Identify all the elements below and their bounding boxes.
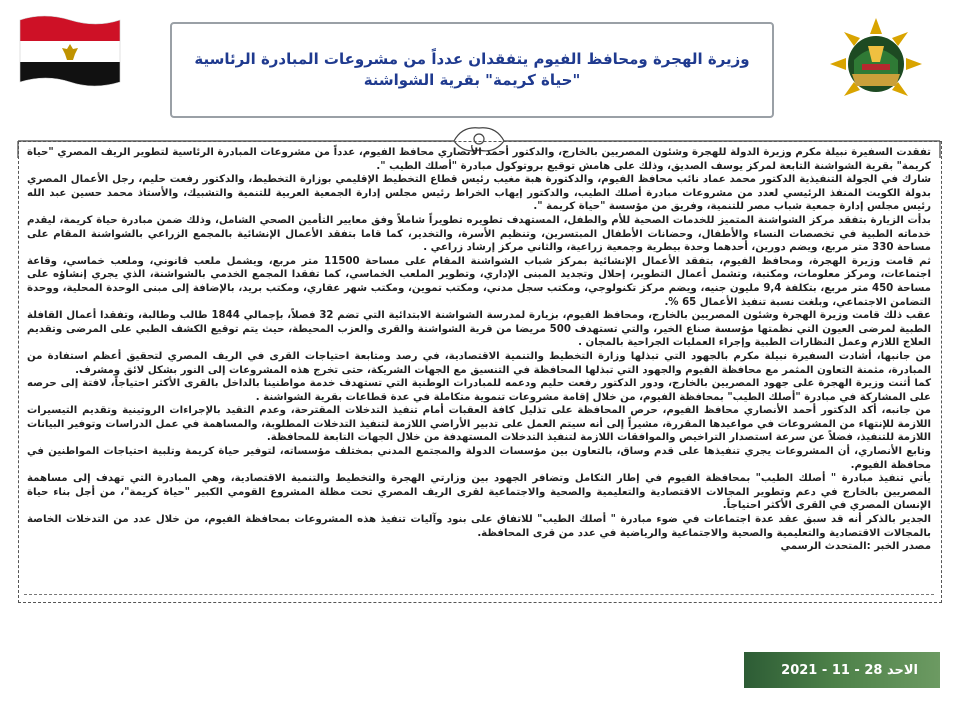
article-paragraph: يأتي تنفيذ مبادرة " أصلك الطيب" بمحافظة الفيوم في إطار التكامل وتضافر الجهود بين وزارتي الهجرة والتخطيط والتنمية الاقتصادية، وهي المبادرة التي تهدف إلى مساهمة المصريين بالخارج في دعم وتطوير المجالات الاقتصادية والتعليمية والصحية والاجتماعية لقرى الريف المصري تحت مظلة المشروع القومي الكبير "حياة كريمة"، من أجل بناء حياة الإنسان المصري في القرى الأكثر احتياجاً.: [27, 473, 931, 512]
date-text: الاحد 28 - 11 - 2021: [781, 662, 918, 678]
content-divider: [24, 594, 934, 595]
article-paragraph: الجدير بالذكر أنه قد سبق عقد عدة اجتماعات في ضوء مبادرة " أصلك الطيب" للاتفاق على بنود وآليات تنفيذ هذه المشروعات بمحافظة الفيوم، من خلال عدد من التدخلات الخاصة بالمجالات الاقتصادية والتعليمية والصحية والاجتماعية والرياضية في عدد من قرى المحافظة.: [27, 514, 931, 539]
article-body: [18, 141, 942, 603]
article-paragraph: شارك في الجولة التنفيذية الدكتور محمد عماد نائب محافظ الفيوم، والدكتورة هبة مغيب رئيس قطاع التخطيط الإقليمي بوزارة التخطيط، والدكتور رفعت حليم، رجل الأعمال المصري بدولة الكويت المنفذ الرئيسي لعدد من مشروعات مبادرة أصلك الطيب، والدكتور إيهاب الخراط رئيس مجلس إدارة الجمعية العربية للتنمية والتشبيك، والأستاذ محمد حسين عبد الله رئيس مجلس إدارة جمعية شباب مصر للتنمية، وفريق من مؤسسة "حياة كريمة ".: [27, 174, 931, 213]
article-paragraph: عقب ذلك قامت وزيرة الهجرة وشئون المصريين بالخارج، ومحافظ الفيوم، بزيارة لمدرسة الشواشنة الابتدائية التي تضم 32 فصلاً، بإجمالي 1844 طالب وطالبة، وتفقدا أعمال القافلة الطبية لمرضى العيون التي نظمتها مؤسسة صناع الخير، والتي تستهدف 500 مريضا من قرية الشواشنة والقرى والعزب المحيطة، حيث يتم توقيع الكشف الطبي على المرضى وتقديم العلاج اللازم وعمل النظارات الطبية وإجراء العمليات الجراحية بالمجان .: [27, 310, 931, 349]
article-source: مصدر الخبر :المتحدث الرسمي: [780, 541, 931, 553]
article-paragraph: كما أثنت وزيرة الهجرة على جهود المصريين بالخارج، ودور الدكتور رفعت حليم ودعمه للمبادرات الوطنية التي تستهدف خدمة مواطنينا بالداخل بالقرى الأكثر احتياجاً، لافتة إلى حرصه على المشاركة في مبادرة "أصلك الطيب" بمحافظة الفيوم، من خلال إقامة مشروعات تنموية متكاملة في عدة قطاعات بقرية الشواشنة .: [27, 378, 931, 403]
article-paragraph: بدأت الزيارة بتفقد مركز الشواشنة المتميز للخدمات الصحية للأم والطفل، المستهدف تطويره تطويراً شاملاً وفق معايير التأمين الصحي الشامل، وذلك ضمن مبادرة حياة كريمة، ليقدم خدماته الطبية في تخصصات النساء والأطفال، وحضانات الأطفال المبتسرين، وتنظيم الأسرة، والتخدير، كما قاما بتفقد الأعمال الإنشائية بالمجمع الزراعي بالشواشنة المقام على مساحة 330 متر مربع، ويضم دورين، أحدهما وحدة بيطرية وجمعية زراعية، والثاني مركز إرشاد زراعي .: [27, 214, 931, 254]
article-paragraph: من جانبها، أشادت السفيرة نبيلة مكرم بالجهود التي تبذلها وزارة التخطيط والتنمية الاقتصادية، في رصد ومتابعة احتياجات القرى في الريف المصري لتحقيق أعظم استفادة من المبادرة، مثمنة التعاون المثمر مع محافظة الفيوم والجهود التي تبذلها المحافظة في التنسيق مع الجهات الشريكة، حتى تخرج هذه المشروعات إلى النور بشكل لائق ومشرف.: [27, 350, 931, 376]
article-paragraph: من جانبه، أكد الدكتور أحمد الأنصاري محافظ الفيوم، حرص المحافظة على تذليل كافة العقبات أمام تنفيذ التدخلات المقترحة، وعدم التقيد بالإجراءات الروتينية وتقديم التيسيرات اللازمة للإنتهاء من المشروعات في مواعيدها المقررة، مشيراً إلى أنه سيتم العمل على تدبير الأراضي اللازمة لتنفيذ التدخلات المطلوبة، والمساهمة في عمل الدراسات وتوفير البيانات اللازمة للتنفيذ، فضلاً عن سرعة استصدار التراخيص والموافقات اللازمة لتنفيذ التدخلات المستهدفة من خلال الجهات التابعة للمحافظة.: [27, 405, 931, 444]
page-title: وزيرة الهجرة ومحافظ الفيوم يتفقدان عدداً من مشروعات المبادرة الرئاسية "حياة كريمة" بقرية الشواشنة: [194, 50, 750, 89]
governorate-logo-icon: [828, 14, 924, 110]
date-badge: [744, 652, 940, 688]
article-paragraph: ثم قامت وزيرة الهجرة، ومحافظ الفيوم، بتفقد الأعمال الإنشائية بمركز شباب الشواشنة المقام على مساحة 11500 متر مربع، ويشمل ملعب قانوني، وملعب خماسي، وقاعة اجتماعات، ومركز معلومات، ومكتبة، وتشمل أعمال التطوير، إحلال وتجديد المبنى الإداري، وتطوير الملعب الخماسي، كما تفقدا المجمع الخدمي بالشواشنة، الذي يجري إنشاؤه على مساحة 450 متر مربع، بتكلفة 9,4 مليون جنيه، ويضم مركز تكنولوجي، ومكتب سجل مدني، ومكتب تموين، ومكتب شهر عقاري، ومكتب بريد، بالإضافة إلى مبنى الوحدة المحلية، ووحدة التضامن الاجتماعي، وبلغت نسبة تنفيذ الأعمال 65 %.: [27, 255, 931, 308]
header-title-box: [170, 22, 774, 118]
article-paragraph: وتابع الأنصاري، أن المشروعات يجري تنفيذها على قدم وساق، بالتعاون بين مؤسسات الدولة والمجتمع المدني بمختلف مؤسساته، لتوفير حياة كريمة وتلبية احتياجات المواطنين في محافظة الفيوم.: [27, 446, 931, 471]
article-paragraph: تفقدت السفيرة نبيلة مكرم وزيرة الدولة للهجرة وشئون المصريين بالخارج، والدكتور أحمد الأنصاري محافظ الفيوم، عدداً من مشروعات المبادرة الرئاسية لتطوير الريف المصري "حياة كريمة" بقرية الشواشنة التابعة لمركز يوسف الصديق، وذلك على هامش توقيع بروتوكول مبادرة "أصلك الطيب ".: [27, 147, 931, 172]
egypt-flag-icon: [14, 10, 126, 92]
